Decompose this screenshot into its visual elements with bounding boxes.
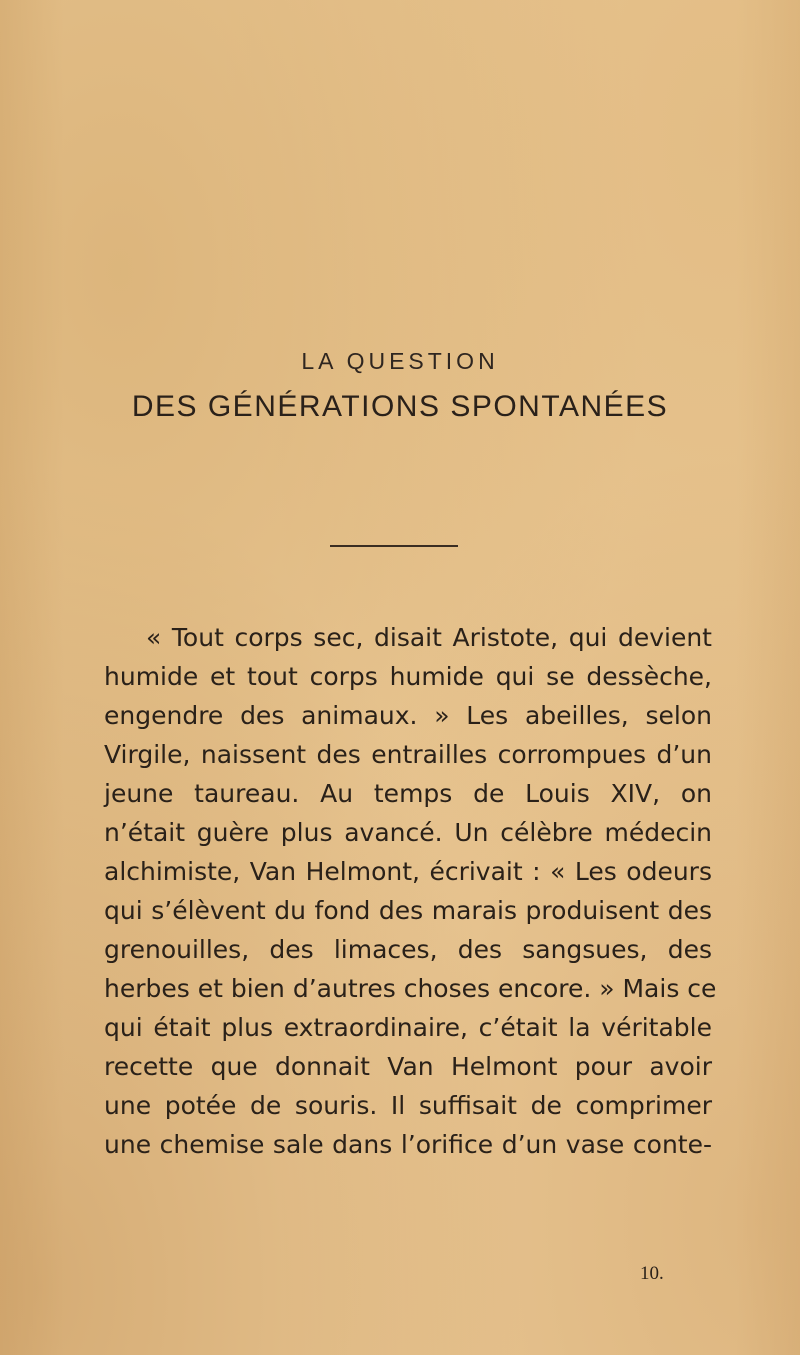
text-line: qui s’élèvent du fond des marais produisent des: [104, 896, 712, 925]
section-divider: [330, 545, 458, 547]
body-paragraph: [104, 618, 717, 1164]
text-line: herbes et bien d’autres choses encore. » Mais ce: [104, 974, 717, 1003]
text-line: recette que donnait Van Helmont pour avoir: [104, 1052, 712, 1081]
text-line: engendre des animaux. » Les abeilles, selon: [104, 701, 712, 730]
chapter-heading-top: LA QUESTION: [301, 348, 499, 374]
text-line: Virgile, naissent des entrailles corrompues d’un: [104, 740, 712, 769]
text-line: humide et tout corps humide qui se dessèche,: [104, 662, 712, 691]
text-line: une chemise sale dans l’orifice d’un vase conte-: [104, 1130, 712, 1159]
text-line: grenouilles, des limaces, des sangsues, des: [104, 935, 712, 964]
chapter-heading-title: DES GÉNÉRATIONS SPONTANÉES: [131, 390, 669, 423]
text-line: n’était guère plus avancé. Un célèbre médecin: [104, 818, 712, 847]
text-line: « Tout corps sec, disait Aristote, qui devient: [146, 623, 712, 652]
text-line: alchimiste, Van Helmont, écrivait : « Les odeurs: [104, 857, 712, 886]
text-line: jeune taureau. Au temps de Louis XIV, on: [104, 779, 712, 808]
page-number: 10.: [640, 1263, 664, 1284]
text-line: qui était plus extraordinaire, c’était la véritable: [104, 1013, 712, 1042]
text-line: une potée de souris. Il suffisait de comprimer: [104, 1091, 712, 1120]
